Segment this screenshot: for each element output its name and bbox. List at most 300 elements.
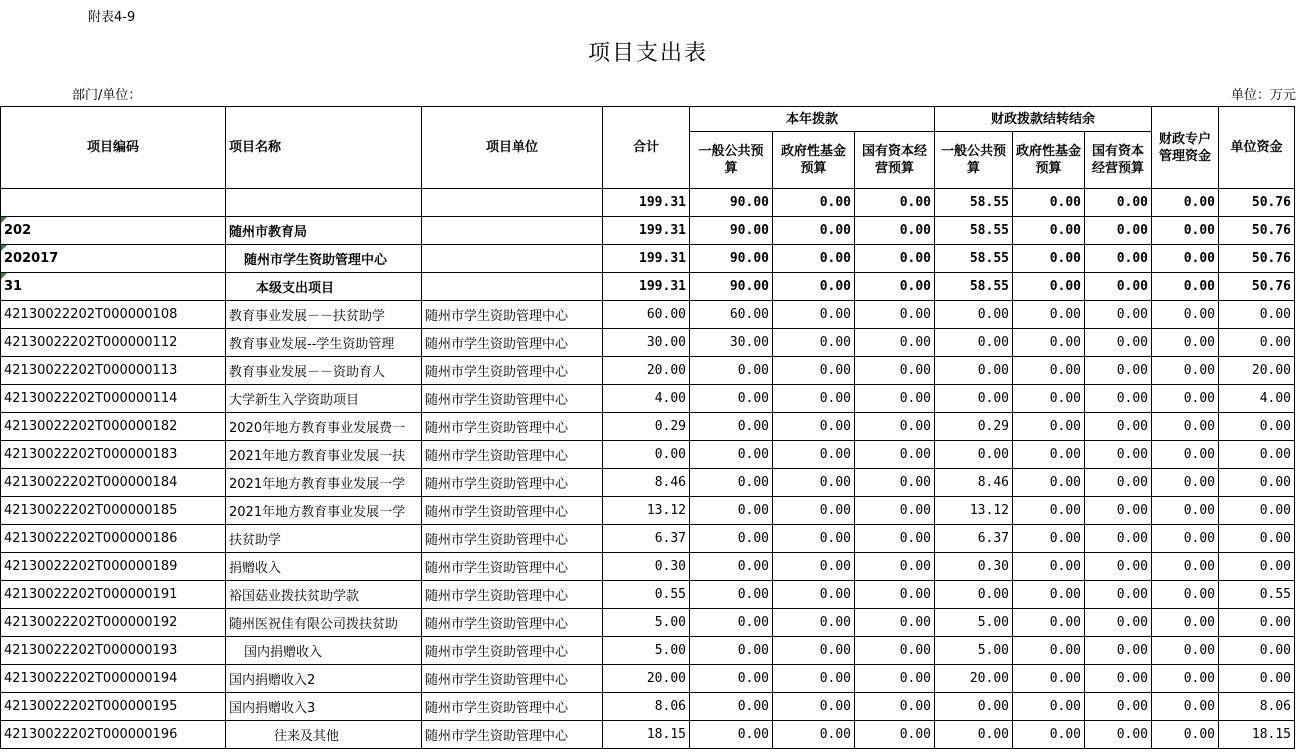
cell-project-org[interactable]: 随州市学生资助管理中心 <box>422 553 603 581</box>
cell-amount[interactable]: 0.00 <box>1152 665 1219 693</box>
project-code-text: 42130022202T000000194 <box>4 671 178 686</box>
cell-amount[interactable]: 0.00 <box>690 665 773 693</box>
cell-project-org[interactable]: 随州市学生资助管理中心 <box>422 413 603 441</box>
cell-project-org[interactable]: 随州市学生资助管理中心 <box>422 637 603 665</box>
cell-project-code[interactable] <box>1 329 226 357</box>
cell-amount[interactable]: 58.55 <box>935 189 1013 217</box>
cell-amount[interactable]: 0.00 <box>1152 609 1219 637</box>
cell-amount[interactable]: 90.00 <box>690 189 773 217</box>
cell-amount[interactable]: 0.00 <box>690 637 773 665</box>
cell-amount[interactable]: 0.00 <box>855 413 935 441</box>
cell-amount[interactable]: 0.00 <box>773 721 855 749</box>
cell-project-name[interactable]: 教育事业发展－－扶贫助学 <box>226 301 422 329</box>
cell-project-org[interactable] <box>422 273 603 301</box>
cell-amount[interactable]: 0.00 <box>1219 469 1295 497</box>
cell-amount[interactable]: 0.00 <box>690 609 773 637</box>
cell-amount[interactable]: 0.00 <box>773 217 855 245</box>
cell-amount[interactable]: 58.55 <box>935 273 1013 301</box>
cell-amount[interactable]: 0.55 <box>603 581 690 609</box>
cell-amount[interactable]: 0.00 <box>855 245 935 273</box>
cell-project-name[interactable]: 扶贫助学 <box>226 525 422 553</box>
cell-amount[interactable]: 5.00 <box>935 637 1013 665</box>
table-body <box>1 189 1295 749</box>
cell-amount[interactable]: 0.00 <box>690 721 773 749</box>
cell-amount[interactable]: 0.00 <box>1013 357 1085 385</box>
cell-amount[interactable]: 0.00 <box>690 497 773 525</box>
cell-amount[interactable]: 0.00 <box>1219 609 1295 637</box>
unit-label: 单位：万元 <box>1230 88 1296 103</box>
cell-project-code[interactable] <box>1 245 226 273</box>
cell-amount[interactable]: 0.00 <box>690 553 773 581</box>
cell-amount[interactable]: 60.00 <box>603 301 690 329</box>
cell-amount[interactable]: 0.00 <box>855 721 935 749</box>
cell-amount[interactable]: 0.00 <box>855 217 935 245</box>
cell-project-code[interactable] <box>1 609 226 637</box>
header-group-carry: 财政拨款结转结余 <box>935 107 1152 132</box>
cell-project-name[interactable]: 教育事业发展--学生资助管理 <box>226 329 422 357</box>
cell-amount[interactable]: 20.00 <box>935 665 1013 693</box>
cell-project-org[interactable]: 随州市学生资助管理中心 <box>422 329 603 357</box>
cell-amount[interactable]: 0.00 <box>855 385 935 413</box>
table-row <box>1 329 1295 357</box>
cell-amount[interactable]: 18.15 <box>603 721 690 749</box>
cell-amount[interactable]: 30.00 <box>690 329 773 357</box>
cell-amount[interactable]: 0.00 <box>1219 525 1295 553</box>
cell-amount[interactable]: 0.00 <box>1085 637 1152 665</box>
cell-amount[interactable]: 4.00 <box>603 385 690 413</box>
cell-amount[interactable]: 0.00 <box>855 329 935 357</box>
cell-amount[interactable]: 0.00 <box>1013 497 1085 525</box>
cell-amount[interactable]: 0.00 <box>1085 189 1152 217</box>
header-org: 项目单位 <box>422 107 603 189</box>
cell-project-code[interactable] <box>1 497 226 525</box>
cell-amount[interactable]: 0.00 <box>1085 301 1152 329</box>
cell-amount[interactable]: 0.00 <box>1013 553 1085 581</box>
cell-project-name[interactable]: 裕国菇业拨扶贫助学款 <box>226 581 422 609</box>
cell-project-name[interactable]: 随州市教育局 <box>226 217 422 245</box>
cell-amount[interactable]: 0.00 <box>1152 441 1219 469</box>
cell-project-org[interactable]: 随州市学生资助管理中心 <box>422 469 603 497</box>
cell-project-org[interactable]: 随州市学生资助管理中心 <box>422 721 603 749</box>
cell-amount[interactable]: 8.06 <box>603 693 690 721</box>
project-expenditure-table <box>0 106 1295 749</box>
cell-amount[interactable]: 0.00 <box>1013 189 1085 217</box>
table-row <box>1 385 1295 413</box>
cell-amount[interactable]: 0.00 <box>1152 273 1219 301</box>
project-code-text: 202 <box>4 223 32 238</box>
cell-amount[interactable]: 0.00 <box>690 441 773 469</box>
cell-project-name[interactable]: 本级支出项目 <box>226 273 422 301</box>
table-row <box>1 721 1295 749</box>
cell-project-org[interactable] <box>422 217 603 245</box>
cell-amount[interactable]: 0.00 <box>935 721 1013 749</box>
cell-project-org[interactable]: 随州市学生资助管理中心 <box>422 609 603 637</box>
cell-project-code[interactable] <box>1 189 226 217</box>
project-code-text: 42130022202T000000108 <box>4 307 178 322</box>
cell-amount[interactable]: 0.00 <box>773 329 855 357</box>
table-row <box>1 693 1295 721</box>
table-row <box>1 553 1295 581</box>
cell-amount[interactable]: 0.00 <box>1013 469 1085 497</box>
cell-amount[interactable]: 0.00 <box>603 441 690 469</box>
cell-amount[interactable]: 0.00 <box>1085 469 1152 497</box>
cell-project-code[interactable] <box>1 581 226 609</box>
cell-amount[interactable]: 90.00 <box>690 217 773 245</box>
project-code-text: 42130022202T000000195 <box>4 699 178 714</box>
cell-amount[interactable]: 5.00 <box>935 609 1013 637</box>
header-self-fund: 单位资金 <box>1219 107 1295 189</box>
cell-amount[interactable]: 50.76 <box>1219 189 1295 217</box>
cell-amount[interactable]: 0.00 <box>690 357 773 385</box>
cell-amount[interactable]: 0.00 <box>773 273 855 301</box>
cell-amount[interactable]: 199.31 <box>603 245 690 273</box>
cell-project-code[interactable] <box>1 385 226 413</box>
cell-amount[interactable]: 0.00 <box>1152 385 1219 413</box>
cell-amount[interactable]: 0.00 <box>1219 497 1295 525</box>
project-code-text: 42130022202T000000185 <box>4 503 178 518</box>
cell-amount[interactable]: 0.00 <box>1013 637 1085 665</box>
cell-amount[interactable]: 0.00 <box>855 581 935 609</box>
cell-project-org[interactable]: 随州市学生资助管理中心 <box>422 301 603 329</box>
cell-amount[interactable]: 0.00 <box>773 245 855 273</box>
project-code-text: 42130022202T000000191 <box>4 587 178 602</box>
cell-amount[interactable]: 0.29 <box>603 413 690 441</box>
cell-amount[interactable]: 0.00 <box>1085 553 1152 581</box>
cell-amount[interactable]: 5.00 <box>603 609 690 637</box>
cell-project-name[interactable]: 2020年地方教育事业发展费一 <box>226 413 422 441</box>
cell-amount[interactable]: 0.00 <box>690 469 773 497</box>
table-row <box>1 217 1295 245</box>
header-sub-carry-fund: 政府性基金预算 <box>1013 132 1085 189</box>
cell-amount[interactable]: 0.00 <box>855 469 935 497</box>
cell-amount[interactable]: 0.00 <box>1085 693 1152 721</box>
cell-amount[interactable]: 0.00 <box>690 413 773 441</box>
cell-project-org[interactable]: 随州市学生资助管理中心 <box>422 581 603 609</box>
cell-amount[interactable]: 0.00 <box>773 385 855 413</box>
cell-amount[interactable]: 0.00 <box>690 385 773 413</box>
cell-amount[interactable]: 0.00 <box>1219 553 1295 581</box>
cell-project-name[interactable]: 随州医祝佳有限公司拨扶贫助 <box>226 609 422 637</box>
project-code-text: 42130022202T000000189 <box>4 559 178 574</box>
cell-amount[interactable]: 0.00 <box>773 525 855 553</box>
cell-amount[interactable]: 0.00 <box>1085 581 1152 609</box>
cell-amount[interactable]: 0.00 <box>1152 301 1219 329</box>
header-sub-fund: 政府性基金预算 <box>773 132 855 189</box>
cell-amount[interactable]: 0.00 <box>773 609 855 637</box>
cell-amount[interactable]: 0.00 <box>1219 329 1295 357</box>
project-code-text: 42130022202T000000113 <box>4 363 178 378</box>
cell-amount[interactable]: 0.00 <box>1085 217 1152 245</box>
cell-amount[interactable]: 0.00 <box>1013 665 1085 693</box>
cell-amount[interactable]: 13.12 <box>603 497 690 525</box>
cell-amount[interactable]: 0.00 <box>935 385 1013 413</box>
cell-project-name[interactable]: 大学新生入学资助项目 <box>226 385 422 413</box>
cell-amount[interactable]: 0.00 <box>773 553 855 581</box>
cell-amount[interactable]: 0.00 <box>1085 413 1152 441</box>
cell-amount[interactable]: 8.46 <box>603 469 690 497</box>
cell-amount[interactable]: 0.00 <box>935 329 1013 357</box>
table-row <box>1 469 1295 497</box>
cell-project-code[interactable] <box>1 525 226 553</box>
cell-amount[interactable]: 0.00 <box>1219 637 1295 665</box>
cell-amount[interactable]: 0.00 <box>1013 721 1085 749</box>
table-row <box>1 609 1295 637</box>
cell-amount[interactable]: 0.00 <box>773 441 855 469</box>
cell-amount[interactable]: 0.00 <box>1013 525 1085 553</box>
cell-amount[interactable]: 0.00 <box>1085 441 1152 469</box>
cell-amount[interactable]: 0.00 <box>855 665 935 693</box>
table-row <box>1 665 1295 693</box>
cell-amount[interactable]: 0.00 <box>1152 553 1219 581</box>
header-group-current: 本年拨款 <box>690 107 935 132</box>
cell-project-name[interactable]: 2021年地方教育事业发展一扶 <box>226 441 422 469</box>
cell-amount[interactable]: 0.00 <box>773 189 855 217</box>
cell-amount[interactable]: 50.76 <box>1219 245 1295 273</box>
cell-amount[interactable]: 0.00 <box>690 581 773 609</box>
cell-amount[interactable]: 0.00 <box>855 553 935 581</box>
department-label: 部门/单位： <box>72 88 142 103</box>
cell-amount[interactable]: 0.00 <box>1085 609 1152 637</box>
cell-project-org[interactable]: 随州市学生资助管理中心 <box>422 385 603 413</box>
cell-amount[interactable]: 199.31 <box>603 217 690 245</box>
cell-amount[interactable]: 0.00 <box>690 693 773 721</box>
cell-amount[interactable]: 0.30 <box>603 553 690 581</box>
header-code: 项目编码 <box>1 107 226 189</box>
cell-amount[interactable]: 0.00 <box>855 357 935 385</box>
project-code-text: 42130022202T000000182 <box>4 419 178 434</box>
cell-project-code[interactable] <box>1 693 226 721</box>
cell-project-name[interactable]: 2021年地方教育事业发展一学 <box>226 497 422 525</box>
project-code-text: 42130022202T000000186 <box>4 531 178 546</box>
cell-project-code[interactable] <box>1 469 226 497</box>
cell-amount[interactable]: 0.00 <box>1085 273 1152 301</box>
cell-project-org[interactable]: 随州市学生资助管理中心 <box>422 693 603 721</box>
cell-amount[interactable]: 6.37 <box>603 525 690 553</box>
cell-amount[interactable]: 199.31 <box>603 189 690 217</box>
cell-amount[interactable]: 0.00 <box>855 273 935 301</box>
project-code-text: 202017 <box>4 251 59 266</box>
cell-amount[interactable]: 0.00 <box>1013 413 1085 441</box>
cell-amount[interactable]: 0.00 <box>935 301 1013 329</box>
table-row <box>1 245 1295 273</box>
cell-amount[interactable]: 5.00 <box>603 637 690 665</box>
cell-amount[interactable]: 0.00 <box>1152 413 1219 441</box>
cell-project-code[interactable] <box>1 273 226 301</box>
cell-amount[interactable]: 0.00 <box>1152 525 1219 553</box>
table-row <box>1 189 1295 217</box>
cell-project-name[interactable]: 国内捐赠收入 <box>226 637 422 665</box>
project-code-text: 42130022202T000000192 <box>4 615 178 630</box>
cell-amount[interactable]: 0.00 <box>1152 581 1219 609</box>
cell-amount[interactable]: 0.00 <box>855 693 935 721</box>
cell-amount[interactable]: 13.12 <box>935 497 1013 525</box>
cell-amount[interactable]: 0.55 <box>1219 581 1295 609</box>
cell-amount[interactable]: 0.00 <box>1013 693 1085 721</box>
cell-project-org[interactable] <box>422 245 603 273</box>
cell-amount[interactable]: 0.00 <box>1085 245 1152 273</box>
cell-amount[interactable]: 0.00 <box>1219 413 1295 441</box>
cell-amount[interactable]: 30.00 <box>603 329 690 357</box>
cell-amount[interactable]: 0.00 <box>773 581 855 609</box>
cell-amount[interactable]: 0.00 <box>1013 217 1085 245</box>
project-code-text: 42130022202T000000184 <box>4 475 178 490</box>
cell-amount[interactable]: 0.00 <box>773 665 855 693</box>
page-title: 项目支出表 <box>587 41 708 66</box>
cell-project-name[interactable]: 教育事业发展－－资助育人 <box>226 357 422 385</box>
table-row <box>1 357 1295 385</box>
cell-amount[interactable]: 50.76 <box>1219 217 1295 245</box>
cell-amount[interactable]: 0.00 <box>935 581 1013 609</box>
cell-project-org[interactable] <box>422 189 603 217</box>
cell-amount[interactable]: 0.00 <box>1013 441 1085 469</box>
cell-amount[interactable]: 0.00 <box>690 525 773 553</box>
header-sub-carry-state-capital: 国有资本经营预算 <box>1085 132 1152 189</box>
cell-amount[interactable]: 199.31 <box>603 273 690 301</box>
cell-project-name[interactable]: 往来及其他 <box>226 721 422 749</box>
cell-amount[interactable]: 0.00 <box>855 609 935 637</box>
cell-project-code[interactable] <box>1 441 226 469</box>
cell-amount[interactable]: 0.00 <box>1085 329 1152 357</box>
cell-amount[interactable]: 0.00 <box>1085 497 1152 525</box>
cell-project-org[interactable]: 随州市学生资助管理中心 <box>422 665 603 693</box>
cell-amount[interactable]: 0.30 <box>935 553 1013 581</box>
cell-amount[interactable]: 20.00 <box>1219 357 1295 385</box>
cell-project-org[interactable]: 随州市学生资助管理中心 <box>422 357 603 385</box>
header-name: 项目名称 <box>226 107 422 189</box>
cell-amount[interactable]: 0.00 <box>855 189 935 217</box>
cell-amount[interactable]: 0.00 <box>773 469 855 497</box>
cell-project-name[interactable]: 2021年地方教育事业发展一学 <box>226 469 422 497</box>
cell-amount[interactable]: 0.00 <box>935 357 1013 385</box>
cell-amount[interactable]: 0.00 <box>1013 385 1085 413</box>
green-corner-marker-icon <box>1 245 7 251</box>
cell-amount[interactable]: 0.00 <box>773 693 855 721</box>
cell-amount[interactable]: 50.76 <box>1219 273 1295 301</box>
table-row <box>1 637 1295 665</box>
project-code-text: 42130022202T000000114 <box>4 391 178 406</box>
project-code-text: 42130022202T000000193 <box>4 643 178 658</box>
cell-amount[interactable]: 0.00 <box>1152 245 1219 273</box>
cell-amount[interactable]: 0.00 <box>1152 357 1219 385</box>
cell-amount[interactable]: 0.00 <box>1085 721 1152 749</box>
cell-amount[interactable]: 90.00 <box>690 273 773 301</box>
cell-amount[interactable]: 0.00 <box>935 441 1013 469</box>
table-row <box>1 273 1295 301</box>
project-code-text: 42130022202T000000196 <box>4 727 178 742</box>
cell-amount[interactable]: 0.00 <box>1219 301 1295 329</box>
cell-amount[interactable]: 0.00 <box>773 637 855 665</box>
green-corner-marker-icon <box>1 273 7 279</box>
cell-amount[interactable]: 0.00 <box>1152 329 1219 357</box>
green-corner-marker-icon <box>1 217 7 223</box>
cell-project-name[interactable]: 随州市学生资助管理中心 <box>226 245 422 273</box>
cell-amount[interactable]: 0.00 <box>773 413 855 441</box>
table-row <box>1 301 1295 329</box>
cell-amount[interactable]: 58.55 <box>935 217 1013 245</box>
cell-project-code[interactable] <box>1 665 226 693</box>
table-row <box>1 581 1295 609</box>
cell-amount[interactable]: 0.00 <box>1152 497 1219 525</box>
table-row <box>1 525 1295 553</box>
cell-amount[interactable]: 4.00 <box>1219 385 1295 413</box>
cell-amount[interactable]: 0.00 <box>1152 217 1219 245</box>
cell-amount[interactable]: 0.00 <box>855 441 935 469</box>
cell-amount[interactable]: 8.06 <box>1219 693 1295 721</box>
cell-project-code[interactable] <box>1 637 226 665</box>
cell-amount[interactable]: 0.00 <box>935 693 1013 721</box>
cell-amount[interactable]: 90.00 <box>690 245 773 273</box>
cell-amount[interactable]: 0.00 <box>1085 525 1152 553</box>
cell-amount[interactable]: 0.00 <box>855 525 935 553</box>
cell-amount[interactable]: 0.00 <box>1219 665 1295 693</box>
cell-amount[interactable]: 0.00 <box>773 497 855 525</box>
cell-amount[interactable]: 0.00 <box>1152 189 1219 217</box>
cell-amount[interactable]: 0.00 <box>1013 245 1085 273</box>
cell-project-name[interactable] <box>226 189 422 217</box>
cell-amount[interactable]: 0.00 <box>1013 581 1085 609</box>
cell-project-org[interactable]: 随州市学生资助管理中心 <box>422 441 603 469</box>
cell-amount[interactable]: 20.00 <box>603 357 690 385</box>
cell-project-org[interactable]: 随州市学生资助管理中心 <box>422 525 603 553</box>
cell-amount[interactable]: 0.00 <box>773 301 855 329</box>
cell-project-code[interactable] <box>1 721 226 749</box>
cell-amount[interactable]: 0.00 <box>1013 273 1085 301</box>
cell-project-code[interactable] <box>1 413 226 441</box>
cell-amount[interactable]: 0.00 <box>855 637 935 665</box>
cell-amount[interactable]: 0.00 <box>1013 329 1085 357</box>
cell-amount[interactable]: 0.00 <box>1013 301 1085 329</box>
cell-amount[interactable]: 0.00 <box>855 497 935 525</box>
cell-amount[interactable]: 18.15 <box>1219 721 1295 749</box>
table-row <box>1 413 1295 441</box>
cell-amount[interactable]: 8.46 <box>935 469 1013 497</box>
cell-amount[interactable]: 0.00 <box>1152 721 1219 749</box>
header-sub-state-capital: 国有资本经营预算 <box>855 132 935 189</box>
table-row <box>1 497 1295 525</box>
cell-project-code[interactable] <box>1 553 226 581</box>
cell-amount[interactable]: 20.00 <box>603 665 690 693</box>
cell-amount[interactable]: 0.00 <box>1085 385 1152 413</box>
cell-amount[interactable]: 60.00 <box>690 301 773 329</box>
cell-amount[interactable]: 0.00 <box>1085 665 1152 693</box>
cell-amount[interactable]: 0.00 <box>1013 609 1085 637</box>
cell-amount[interactable]: 0.00 <box>855 301 935 329</box>
cell-project-org[interactable]: 随州市学生资助管理中心 <box>422 497 603 525</box>
cell-project-code[interactable] <box>1 217 226 245</box>
cell-amount[interactable]: 0.00 <box>1085 357 1152 385</box>
cell-project-code[interactable] <box>1 301 226 329</box>
header-sub-general: 一般公共预算 <box>690 132 773 189</box>
cell-project-name[interactable]: 捐赠收入 <box>226 553 422 581</box>
cell-project-name[interactable]: 国内捐赠收入2 <box>226 665 422 693</box>
cell-amount[interactable]: 0.00 <box>1152 693 1219 721</box>
cell-amount[interactable]: 58.55 <box>935 245 1013 273</box>
header-special-fund: 财政专户管理资金 <box>1152 107 1219 189</box>
cell-amount[interactable]: 0.00 <box>1219 441 1295 469</box>
project-code-text: 42130022202T000000112 <box>4 335 178 350</box>
cell-amount[interactable]: 0.00 <box>773 357 855 385</box>
cell-amount[interactable]: 0.29 <box>935 413 1013 441</box>
header-total: 合计 <box>603 107 690 189</box>
cell-project-name[interactable]: 国内捐赠收入3 <box>226 693 422 721</box>
cell-amount[interactable]: 0.00 <box>1152 469 1219 497</box>
cell-project-code[interactable] <box>1 357 226 385</box>
project-code-text: 31 <box>4 279 23 294</box>
project-code-text: 42130022202T000000183 <box>4 447 178 462</box>
cell-amount[interactable]: 0.00 <box>1152 637 1219 665</box>
table-row <box>1 441 1295 469</box>
cell-amount[interactable]: 6.37 <box>935 525 1013 553</box>
